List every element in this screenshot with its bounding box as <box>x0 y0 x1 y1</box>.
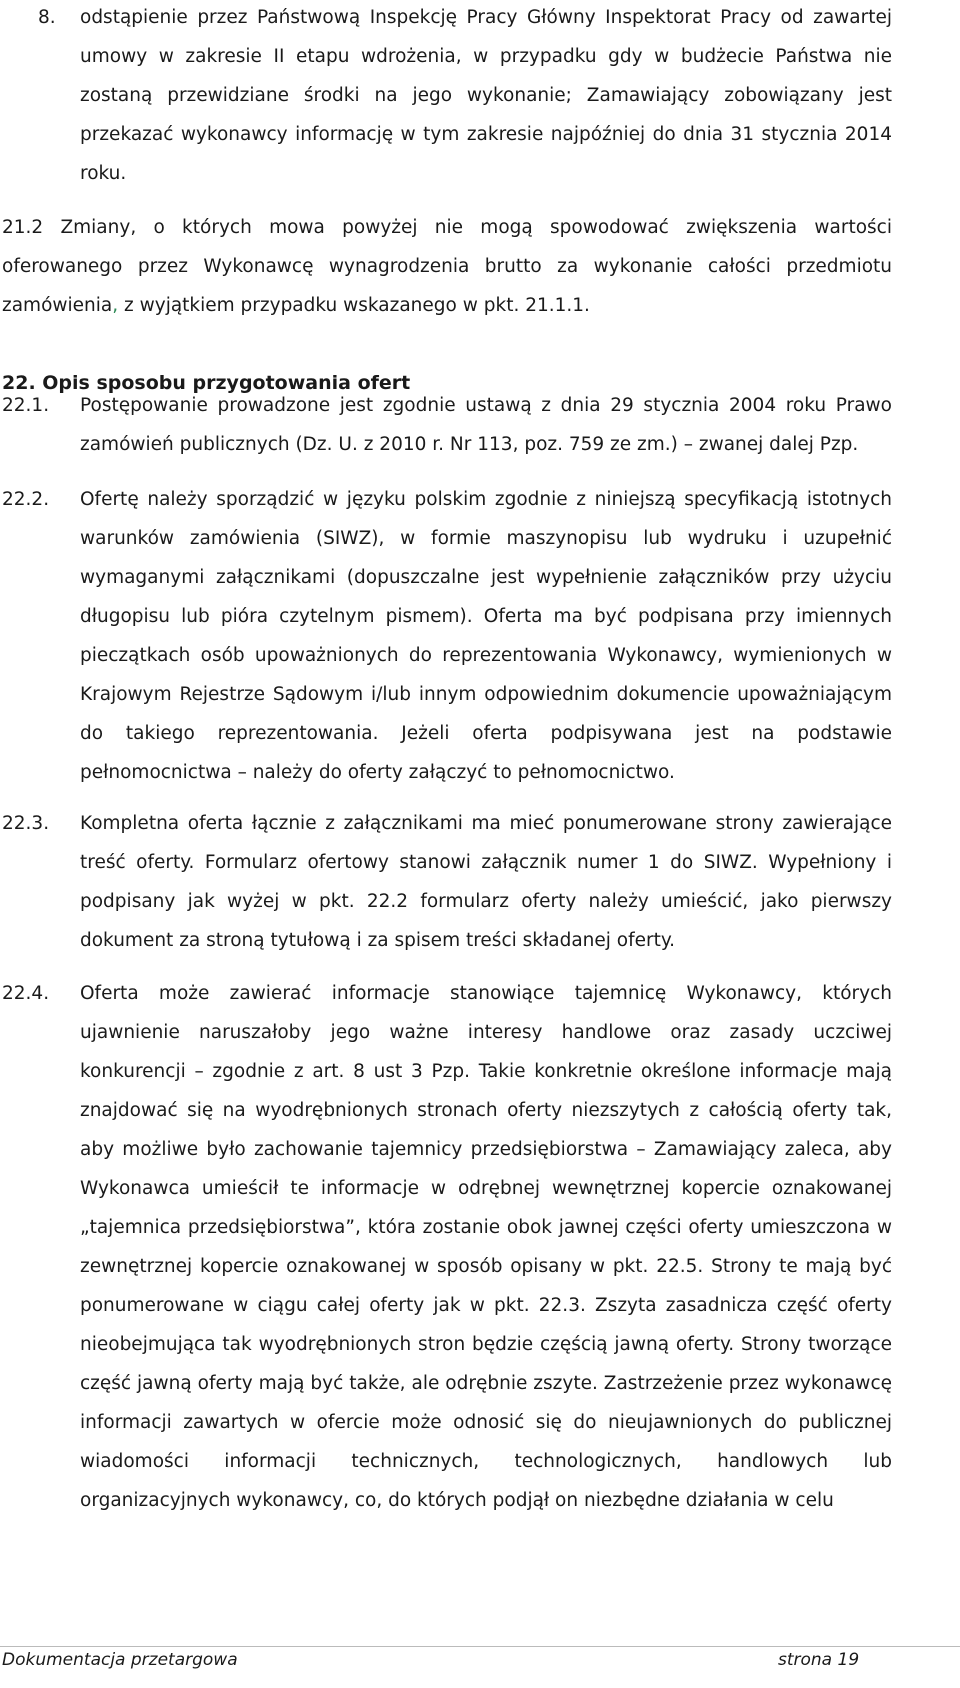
item-22-2-number: 22.2. <box>2 489 50 510</box>
section-22-heading: 22. Opis sposobu przygotowania ofert <box>2 372 411 394</box>
item-22-2-text: Ofertę należy sporządzić w języku polskim zgodnie z niniejszą specyfikacją istotnych warunków zamówienia (SIWZ), w formie maszynopisu lub wydruku i uzupełnić wymaganymi załącznikami (dopuszczalne jest wypełnienie załączników przy użyciu długopisu lub pióra czytelnym pismem). Oferta ma być podpisana przy imiennych pieczątkach osób upoważnionych do reprezentowania Wykonawcy, wymienionych w Krajowym Rejestrze Sądowym i/lub innym odpowiednim dokumencie upoważniającym do takiego reprezentowania. Jeżeli oferta podpisywana jest na podstawie pełnomocnictwa – należy do oferty załączyć to pełnomocnictwo. <box>80 489 892 783</box>
paragraph-21-2-text-b: z wyjątkiem przypadku wskazanego w pkt. 21.1.1. <box>118 295 590 316</box>
paragraph-21-2-comma: , <box>112 295 119 316</box>
item-22-1-text: Postępowanie prowadzone jest zgodnie ustawą z dnia 29 stycznia 2004 roku Prawo zamówień publicznych (Dz. U. z 2010 r. Nr 113, poz. 759 ze zm.) – zwanej dalej Pzp. <box>80 395 892 455</box>
footer-page-number: strona 19 <box>778 1650 860 1670</box>
paragraph-21-2-text-a: Zmiany, o których mowa powyżej nie mogą spowodować zwiększenia wartości oferowanego przez Wykonawcę wynagrodzenia brutto za wykonanie całości przedmiotu zamówienia <box>2 217 892 316</box>
item-22-1-number: 22.1. <box>2 395 50 416</box>
footer-document-title: Dokumentacja przetargowa <box>2 1650 238 1670</box>
paragraph-21-2 <box>2 208 892 325</box>
item-22-4-text: Oferta może zawierać informacje stanowiące tajemnicę Wykonawcy, których ujawnienie naruszałoby jego ważne interesy handlowe oraz zasady uczciwej konkurencji – zgodnie z art. 8 ust 3 Pzp. Takie konkretnie określone informacje mają znajdować się na wyodrębnionych stronach oferty niezszytych z całością oferty tak, aby możliwe było zachowanie tajemnicy przedsiębiorstwa – Zamawiający zaleca, aby Wykonawca umieścił te informacje w odrębnej wewnętrznej kopercie oznakowanej „tajemnica przedsiębiorstwa”, która zostanie obok jawnej części oferty umieszczona w zewnętrznej kopercie oznakowanej w sposób opisany w pkt. 22.5. Strony te mają być ponumerowane w ciągu całej oferty jak w pkt. 22.3. Zszyta zasadnicza część oferty nieobejmująca tak wyodrębnionych stron będzie częścią jawną oferty. Strony tworzące część jawną oferty mają być także, ale odrębnie zszyte. Zastrzeżenie przez wykonawcę informacji zawartych w ofercie może odnosić się do nieujawnionych do publicznej wiadomości informacji technicznych, technologicznych, handlowych lub organizacyjnych wykonawcy, co, do których podjął on niezbędne działania w celu <box>80 983 892 1511</box>
item-22-3-number: 22.3. <box>2 813 50 834</box>
item-22-3-text: Kompletna oferta łącznie z załącznikami ma mieć ponumerowane strony zawierające treść oferty. Formularz ofertowy stanowi załącznik numer 1 do SIWZ. Wypełniony i podpisany jak wyżej w pkt. 22.2 formularz oferty należy umieścić, jako pierwszy dokument za stroną tytułową i za spisem treści składanej oferty. <box>80 813 892 951</box>
item-8-number: 8. <box>38 7 56 28</box>
paragraph-21-2-number: 21.2 <box>2 217 44 238</box>
footer-divider <box>0 1646 960 1647</box>
item-22-4-number: 22.4. <box>2 983 50 1004</box>
item-8-text: odstąpienie przez Państwową Inspekcję Pracy Główny Inspektorat Pracy od zawartej umowy w zakresie II etapu wdrożenia, w przypadku gdy w budżecie Państwa nie zostaną przewidziane środki na jego wykonanie; Zamawiający zobowiązany jest przekazać wykonawcy informację w tym zakresie najpóźniej do dnia 31 stycznia 2014 roku. <box>80 7 892 184</box>
